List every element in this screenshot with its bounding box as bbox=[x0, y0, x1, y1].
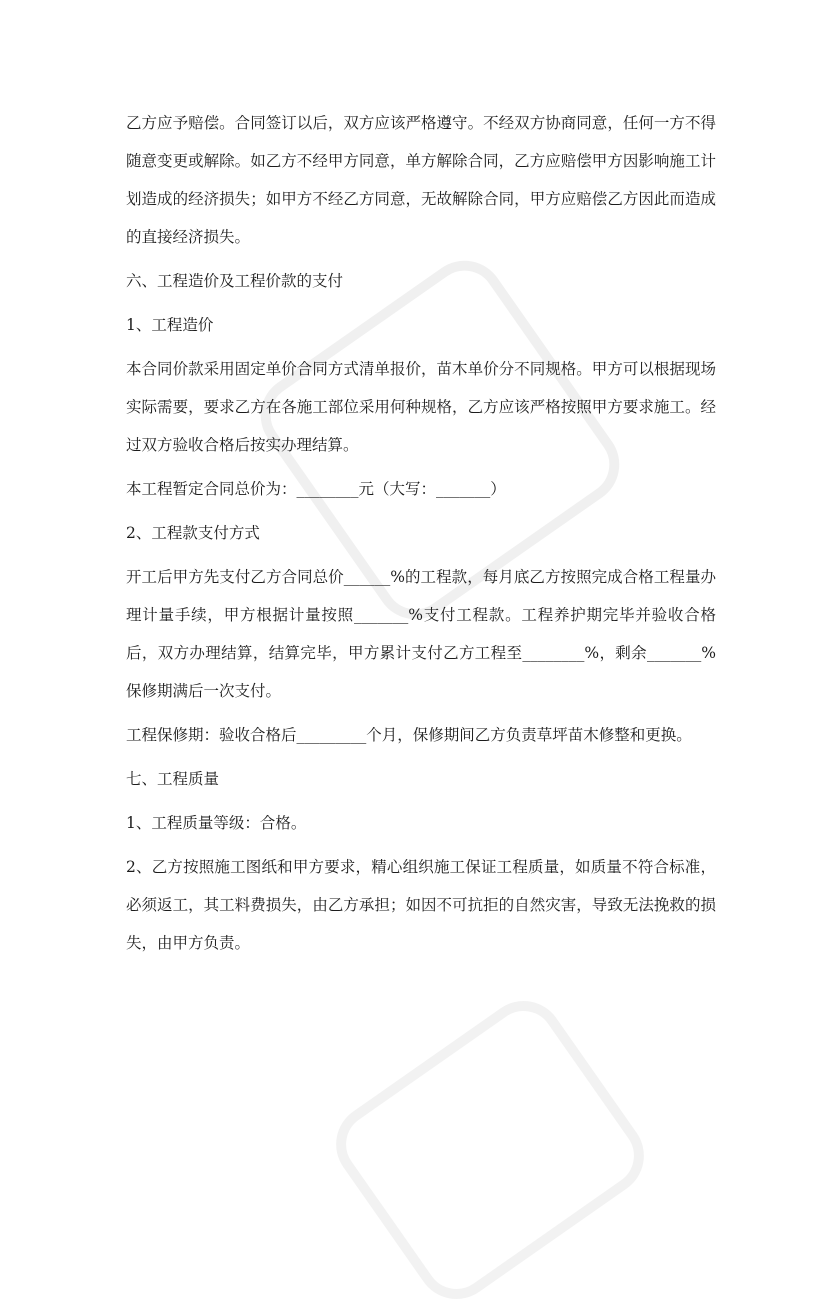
paragraph-compensation: 乙方应予赔偿。合同签订以后，双方应该严格遵守。不经双方协商同意，任何一方不得随意变更或解除。如乙方不经甲方同意，单方解除合同，乙方应赔偿甲方因影响施工计划造成的经济损失；如甲方不经乙方同意，无故解除合同，甲方应赔偿乙方因此而造成的直接经济损失。 bbox=[126, 114, 716, 246]
document-body bbox=[126, 104, 716, 968]
watermark bbox=[320, 985, 659, 1314]
subheading-payment-method: 2、工程款支付方式 bbox=[126, 524, 260, 542]
paragraph-total-price: 本工程暂定合同总价为：________元（大写：_______） bbox=[126, 480, 506, 498]
subheading-project-cost: 1、工程造价 bbox=[126, 316, 214, 334]
subheading-quality-grade: 1、工程质量等级：合格。 bbox=[126, 814, 307, 832]
section-heading-7: 七、工程质量 bbox=[126, 770, 220, 788]
paragraph-warranty: 工程保修期：验收合格后_________个月，保修期间乙方负责草坪苗木修整和更换。 bbox=[126, 726, 692, 744]
paragraph-payment-terms: 开工后甲方先支付乙方合同总价______%的工程款，每月底乙方按照完成合格工程量办理计量手续，甲方根据计量按照_______%支付工程款。工程养护期完毕并验收合格后，双方办理结算，结算完毕，甲方累计支付乙方工程至________%，剩余_______%保修期满后一次支付。 bbox=[126, 568, 716, 700]
paragraph-quality-requirements: 2、乙方按照施工图纸和甲方要求，精心组织施工保证工程质量，如质量不符合标准，必须返工，其工料费损失，由乙方承担；如因不可抗拒的自然灾害，导致无法挽救的损失，由甲方负责。 bbox=[126, 858, 716, 952]
section-heading-6: 六、工程造价及工程价款的支付 bbox=[126, 272, 344, 290]
paragraph-pricing: 本合同价款采用固定单价合同方式清单报价，苗木单价分不同规格。甲方可以根据现场实际需要，要求乙方在各施工部位采用何种规格，乙方应该严格按照甲方要求施工。经过双方验收合格后按实办理结算。 bbox=[126, 360, 716, 454]
